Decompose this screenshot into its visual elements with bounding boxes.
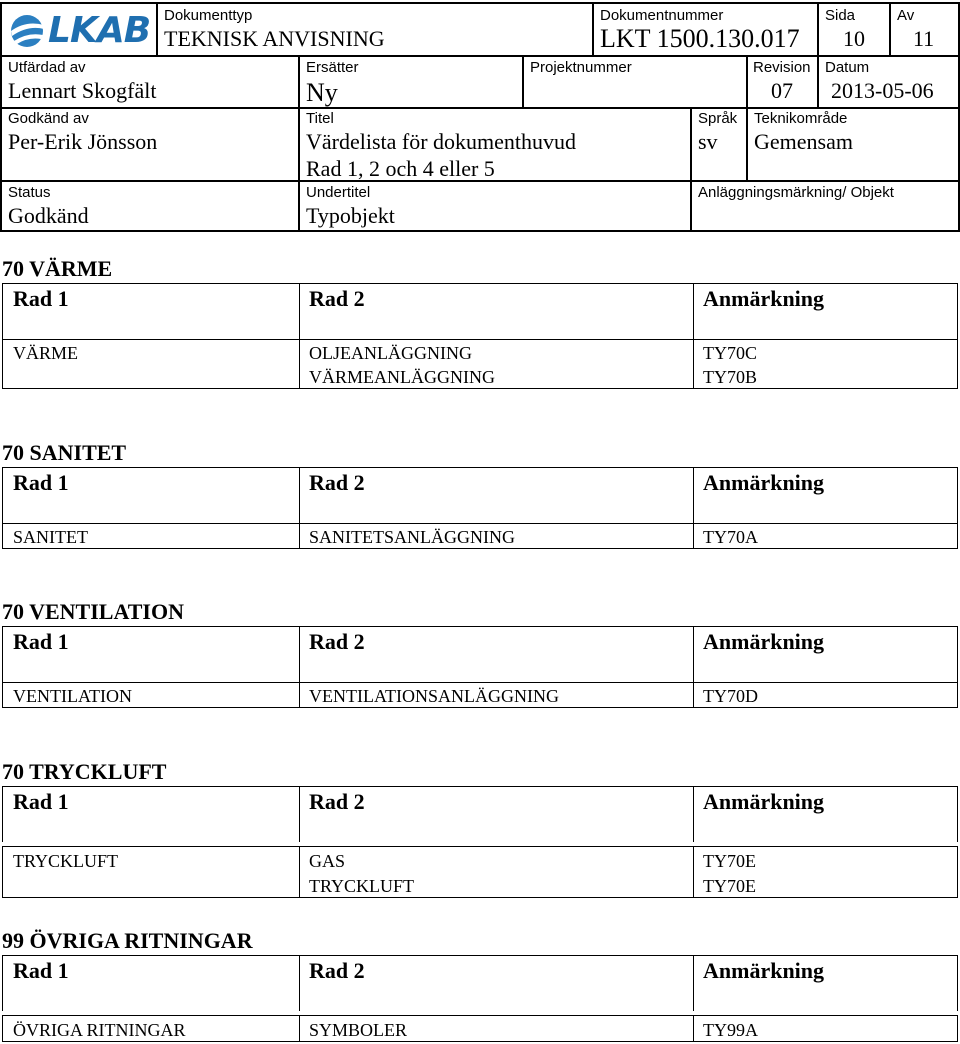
column-header-rad2: Rad 2 — [309, 958, 365, 983]
table-cell: TY70B — [703, 367, 757, 387]
projektnummer-label: Projektnummer — [530, 59, 632, 76]
column-header-row — [2, 786, 958, 842]
undertitel-label: Undertitel — [306, 184, 371, 201]
table-cell: VENTILATION — [13, 686, 132, 706]
sida-label: Sida — [825, 7, 856, 24]
column-header-anmarkning: Anmärkning — [703, 470, 825, 495]
revision-value: 07 — [771, 78, 793, 103]
column-header-rad2: Rad 2 — [309, 789, 365, 814]
lkab-logo — [8, 10, 154, 52]
column-header-rad2: Rad 2 — [309, 629, 365, 654]
column-header-rad1: Rad 1 — [13, 789, 69, 814]
sprak-label: Språk — [698, 110, 738, 127]
av-label: Av — [897, 7, 915, 24]
column-header-rad2: Rad 2 — [309, 286, 365, 311]
status-value: Godkänd — [8, 203, 89, 228]
column-header-anmarkning: Anmärkning — [703, 789, 825, 814]
table-cell: TRYCKLUFT — [309, 876, 415, 896]
table-cell: TY70C — [703, 343, 757, 363]
teknikomrade-value: Gemensam — [754, 129, 853, 154]
logo-text: LKAB — [48, 10, 151, 51]
status-label: Status — [8, 184, 51, 201]
titel-label: Titel — [306, 110, 334, 127]
table-cell: GAS — [309, 851, 346, 871]
header-divider — [889, 2, 891, 57]
section-table — [2, 682, 958, 708]
section-title: 70 SANITET — [2, 440, 127, 465]
table-cell: SYMBOLER — [309, 1020, 408, 1040]
datum-label: Datum — [825, 59, 870, 76]
section-table — [2, 846, 958, 898]
column-header-rad1: Rad 1 — [13, 958, 69, 983]
utfardad-value: Lennart Skogfält — [8, 78, 157, 103]
header-divider — [746, 107, 748, 181]
header-divider — [522, 55, 524, 108]
header-divider — [817, 2, 819, 108]
godkand-value: Per-Erik Jönsson — [8, 129, 158, 154]
table-cell: VENTILATIONSANLÄGGNING — [309, 686, 559, 706]
anlaggning-label: Anläggningsmärkning/ Objekt — [698, 184, 894, 201]
titel-line2: Rad 1, 2 och 4 eller 5 — [306, 156, 495, 181]
table-cell: ÖVRIGA RITNINGAR — [13, 1020, 186, 1040]
section-table — [2, 523, 958, 549]
dokumentnummer-value: LKT 1500.130.017 — [600, 24, 800, 53]
table-cell: TY70D — [703, 686, 758, 706]
ersatter-value: Ny — [306, 78, 338, 107]
dokumentnummer-label: Dokumentnummer — [600, 7, 724, 24]
table-cell: TRYCKLUFT — [13, 851, 119, 871]
table-cell: TY70A — [703, 527, 758, 547]
section-title: 70 VENTILATION — [2, 599, 184, 624]
table-cell: VÄRMEANLÄGGNING — [309, 367, 495, 387]
column-header-anmarkning: Anmärkning — [703, 958, 825, 983]
section-title: 70 TRYCKLUFT — [2, 759, 167, 784]
column-header-anmarkning: Anmärkning — [703, 286, 825, 311]
table-cell: VÄRME — [13, 343, 79, 363]
table-cell: SANITETSANLÄGGNING — [309, 527, 515, 547]
column-header-row — [2, 955, 958, 1011]
header-divider — [0, 55, 960, 57]
titel-line1: Värdelista för dokumenthuvud — [306, 129, 577, 154]
column-header-row — [2, 283, 958, 339]
table-cell: TY70E — [703, 876, 756, 896]
datum-value: 2013-05-06 — [831, 78, 934, 103]
column-header-rad1: Rad 1 — [13, 629, 69, 654]
undertitel-value: Typobjekt — [306, 203, 395, 228]
table-cell: SANITET — [13, 527, 88, 547]
column-header-anmarkning: Anmärkning — [703, 629, 825, 654]
section-table — [2, 339, 958, 389]
column-header-rad1: Rad 1 — [13, 286, 69, 311]
teknikomrade-label: Teknikområde — [754, 110, 848, 127]
table-cell: TY70E — [703, 851, 756, 871]
dokumenttyp-label: Dokumenttyp — [164, 7, 253, 24]
sprak-value: sv — [698, 129, 718, 154]
header-divider — [746, 55, 748, 108]
column-header-row — [2, 626, 958, 682]
column-header-row — [2, 467, 958, 523]
header-divider — [592, 2, 594, 57]
header-divider — [156, 2, 158, 57]
section-table — [2, 1015, 958, 1042]
ersatter-label: Ersätter — [306, 59, 359, 76]
utfardad-label: Utfärdad av — [8, 59, 86, 76]
revision-label: Revision — [753, 59, 811, 76]
dokumenttyp-value: TEKNISK ANVISNING — [164, 26, 385, 51]
section-title: 70 VÄRME — [2, 256, 113, 281]
column-header-rad1: Rad 1 — [13, 470, 69, 495]
sida-value: 10 — [843, 26, 865, 51]
table-cell: OLJEANLÄGGNING — [309, 343, 472, 363]
godkand-label: Godkänd av — [8, 110, 89, 127]
av-value: 11 — [913, 26, 935, 51]
table-cell: TY99A — [703, 1020, 758, 1040]
column-header-rad2: Rad 2 — [309, 470, 365, 495]
header-divider — [298, 55, 300, 230]
header-divider — [0, 107, 960, 109]
section-title: 99 ÖVRIGA RITNINGAR — [2, 928, 253, 953]
header-divider — [690, 107, 692, 230]
